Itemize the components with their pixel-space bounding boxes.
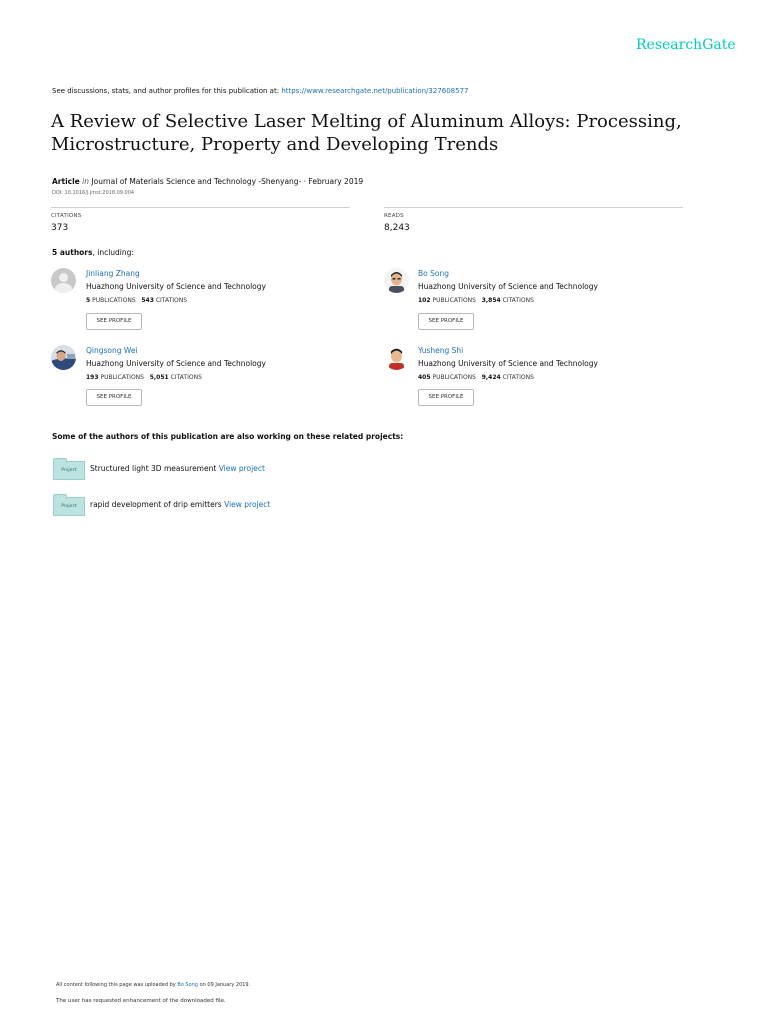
author-name-link[interactable]: Yusheng Shi xyxy=(418,346,464,355)
reads-value: 8,243 xyxy=(384,223,410,233)
publication-count: 5 xyxy=(86,297,91,304)
citations-label: CITATIONS xyxy=(502,297,534,304)
publication-url-link[interactable]: https://www.researchgate.net/publication/327608577 xyxy=(281,87,469,95)
author-affiliation: Huazhong University of Science and Technology xyxy=(86,282,266,291)
citation-count: 5,051 xyxy=(149,374,169,381)
citations-label: CITATIONS xyxy=(155,297,188,304)
title-line-2: Microstructure, Property and Developing Trends xyxy=(51,134,499,155)
publications-label: PUBLICATIONS xyxy=(432,297,476,304)
author-affiliation: Huazhong University of Science and Technology xyxy=(86,359,266,368)
project-title: rapid development of drip emitters xyxy=(90,500,222,509)
see-profile-button[interactable]: SEE PROFILE xyxy=(86,313,142,330)
person-photo-icon xyxy=(384,345,409,370)
publication-count: 405 xyxy=(418,374,431,381)
authors-count: 5 authors xyxy=(52,248,93,257)
upload-notice-prefix: All content following this page was uploaded by xyxy=(56,982,178,988)
uploader-link[interactable]: Bo Song xyxy=(177,982,198,988)
discussion-notice-text: See discussions, stats, and author profiles for this publication at: xyxy=(52,87,282,95)
author-affiliation: Huazhong University of Science and Technology xyxy=(418,282,598,291)
upload-notice xyxy=(56,982,250,988)
related-projects-heading: Some of the authors of this publication are also working on these related projects: xyxy=(52,432,404,441)
title-line-1: A Review of Selective Laser Melting of Aluminum Alloys: Processing, xyxy=(51,111,682,132)
project-item xyxy=(90,464,265,473)
meta-in: in xyxy=(82,177,89,186)
citation-count: 543 xyxy=(141,297,154,304)
enhancement-notice: The user has requested enhancement of the downloaded file. xyxy=(56,998,226,1004)
citations-label: CITATIONS xyxy=(502,374,534,381)
journal-name: Journal of Materials Science and Technology -Shenyang- · February 2019 xyxy=(91,177,364,186)
publications-label: PUBLICATIONS xyxy=(100,374,144,381)
author-counts xyxy=(418,297,534,304)
publications-label: PUBLICATIONS xyxy=(432,374,476,381)
citation-count: 9,424 xyxy=(481,374,501,381)
project-item xyxy=(90,500,270,509)
publication-count: 193 xyxy=(86,374,99,381)
publications-label: PUBLICATIONS xyxy=(92,297,136,304)
researchgate-logo[interactable]: ResearchGate xyxy=(636,37,736,53)
discussion-notice xyxy=(52,87,469,95)
doi: DOI: 10.1016/j.jmst.2018.09.004 xyxy=(52,190,135,196)
reads-label: READS xyxy=(384,213,404,219)
citation-count: 3,854 xyxy=(481,297,501,304)
citations-divider xyxy=(51,207,350,208)
author-counts xyxy=(86,374,202,381)
citations-label: CITATIONS xyxy=(51,213,82,219)
author-photo-avatar[interactable] xyxy=(384,268,409,293)
author-counts xyxy=(86,297,187,304)
citations-label: CITATIONS xyxy=(170,374,202,381)
authors-heading-suffix: , including: xyxy=(92,248,134,257)
avatar-placeholder-icon[interactable] xyxy=(51,268,76,293)
publication-meta xyxy=(52,177,363,186)
reads-divider xyxy=(384,207,683,208)
publication-count: 102 xyxy=(418,297,431,304)
citations-value: 373 xyxy=(51,223,69,233)
view-project-link[interactable]: View project xyxy=(224,500,271,509)
view-project-link[interactable]: View project xyxy=(218,464,265,473)
see-profile-button[interactable]: SEE PROFILE xyxy=(418,389,474,406)
author-name-link[interactable]: Bo Song xyxy=(418,269,449,278)
see-profile-button[interactable]: SEE PROFILE xyxy=(418,313,474,330)
upload-notice-suffix: on 09 January 2019. xyxy=(197,982,251,988)
project-folder-icon: Project xyxy=(53,461,85,480)
article-type: Article xyxy=(52,177,80,186)
author-photo-avatar[interactable] xyxy=(51,345,76,370)
project-title: Structured light 3D measurement xyxy=(90,464,217,473)
author-affiliation: Huazhong University of Science and Technology xyxy=(418,359,598,368)
person-photo-icon xyxy=(51,345,76,370)
person-photo-icon xyxy=(384,268,409,293)
see-profile-button[interactable]: SEE PROFILE xyxy=(86,389,142,406)
publication-title xyxy=(51,110,711,156)
project-folder-icon: Project xyxy=(53,497,85,516)
authors-heading xyxy=(52,248,134,257)
author-name-link[interactable]: Qingsong Wei xyxy=(86,346,138,355)
author-name-link[interactable]: Jinliang Zhang xyxy=(86,269,140,278)
author-photo-avatar[interactable] xyxy=(384,345,409,370)
author-counts xyxy=(418,374,534,381)
